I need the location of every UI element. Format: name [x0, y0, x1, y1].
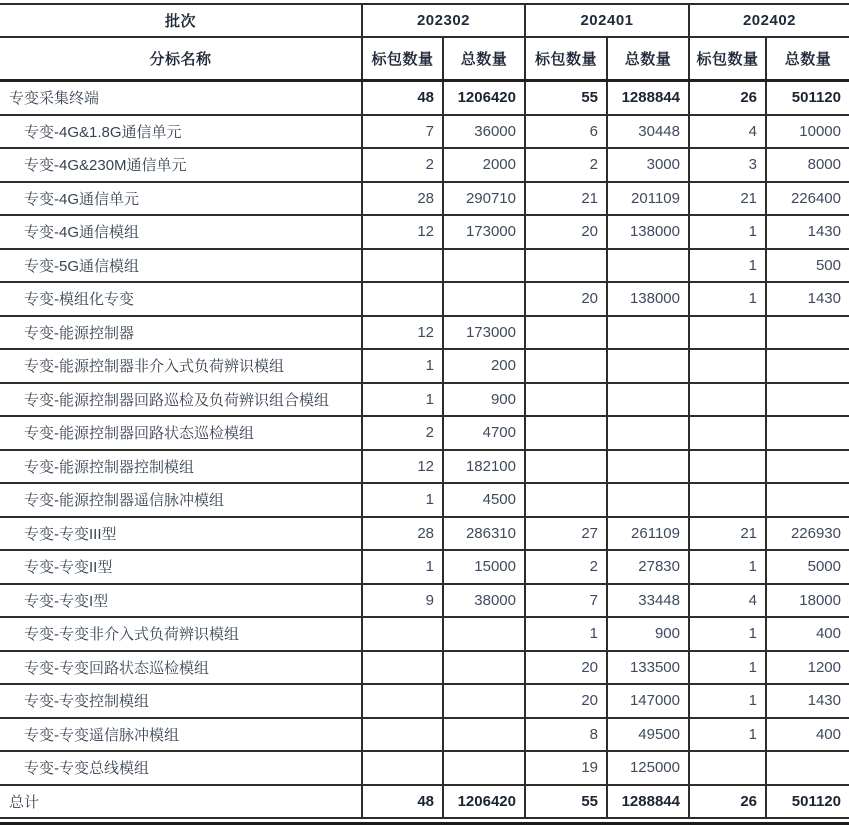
total-qty-cell-202402 — [766, 751, 849, 785]
row-name-cell: 专变-4G&1.8G通信单元 — [0, 115, 362, 149]
table-row — [0, 751, 849, 785]
package-count-cell-202401 — [525, 450, 607, 484]
total-qty-cell-202302: 38000 — [443, 584, 525, 618]
total-qty-cell-202401: 49500 — [607, 718, 689, 752]
package-count-cell-202401: 21 — [525, 182, 607, 216]
total-qty-cell-202302 — [443, 282, 525, 316]
header-batch-202402: 202402 — [689, 4, 849, 37]
package-count-cell-202401: 19 — [525, 751, 607, 785]
total-qty-cell-202402 — [766, 349, 849, 383]
total-qty-cell-202401: 147000 — [607, 684, 689, 718]
total-qty-cell-202401: 125000 — [607, 751, 689, 785]
row-name-cell: 专变-能源控制器 — [0, 316, 362, 350]
total-qty-cell-202302: 182100 — [443, 450, 525, 484]
package-count-cell-202402: 1 — [689, 215, 766, 249]
row-name-cell: 专变-能源控制器回路状态巡检模组 — [0, 416, 362, 450]
table-row — [0, 785, 849, 819]
package-count-cell-202401: 20 — [525, 282, 607, 316]
total-qty-cell-202302 — [443, 684, 525, 718]
table-row — [0, 718, 849, 752]
package-count-cell-202402: 1 — [689, 249, 766, 283]
package-count-cell-202302 — [362, 249, 443, 283]
header-total-qty-3: 总数量 — [766, 37, 849, 81]
package-count-cell-202302: 1 — [362, 483, 443, 517]
package-count-cell-202302: 48 — [362, 785, 443, 819]
package-count-cell-202401: 7 — [525, 584, 607, 618]
row-name-cell: 专变-4G&230M通信单元 — [0, 148, 362, 182]
package-count-cell-202302: 12 — [362, 215, 443, 249]
package-count-cell-202401: 6 — [525, 115, 607, 149]
total-qty-cell-202402 — [766, 383, 849, 417]
header-row-batch — [0, 4, 849, 37]
row-name-cell: 专变-能源控制器遥信脉冲模组 — [0, 483, 362, 517]
total-qty-cell-202401: 33448 — [607, 584, 689, 618]
row-name-cell: 专变-5G通信模组 — [0, 249, 362, 283]
total-qty-cell-202402 — [766, 416, 849, 450]
total-qty-cell-202402: 18000 — [766, 584, 849, 618]
package-count-cell-202402: 21 — [689, 517, 766, 551]
total-qty-cell-202302 — [443, 617, 525, 651]
total-qty-cell-202302 — [443, 751, 525, 785]
package-count-cell-202302: 1 — [362, 383, 443, 417]
header-package-count-3: 标包数量 — [689, 37, 766, 81]
total-qty-cell-202401: 201109 — [607, 182, 689, 216]
row-name-cell: 专变-4G通信模组 — [0, 215, 362, 249]
table-row — [0, 651, 849, 685]
package-count-cell-202402: 26 — [689, 785, 766, 819]
table-row — [0, 115, 849, 149]
package-count-cell-202401: 55 — [525, 81, 607, 115]
total-qty-cell-202401: 138000 — [607, 282, 689, 316]
table-row — [0, 182, 849, 216]
table-body — [0, 81, 849, 819]
package-count-cell-202302: 9 — [362, 584, 443, 618]
row-name-cell: 专变-专变III型 — [0, 517, 362, 551]
header-batch-label: 批次 — [0, 4, 362, 37]
total-qty-cell-202401: 27830 — [607, 550, 689, 584]
package-count-cell-202402: 21 — [689, 182, 766, 216]
total-qty-cell-202401: 1288844 — [607, 81, 689, 115]
row-name-cell: 总计 — [0, 785, 362, 819]
row-name-cell: 专变-能源控制器非介入式负荷辨识模组 — [0, 349, 362, 383]
row-name-cell: 专变-专变II型 — [0, 550, 362, 584]
total-qty-cell-202401: 138000 — [607, 215, 689, 249]
table-row — [0, 617, 849, 651]
header-package-count-2: 标包数量 — [525, 37, 607, 81]
package-count-cell-202402: 1 — [689, 651, 766, 685]
total-qty-cell-202401: 900 — [607, 617, 689, 651]
total-qty-cell-202401 — [607, 416, 689, 450]
table-row — [0, 584, 849, 618]
total-qty-cell-202402 — [766, 450, 849, 484]
package-count-cell-202401 — [525, 416, 607, 450]
total-qty-cell-202302: 286310 — [443, 517, 525, 551]
package-count-cell-202402: 3 — [689, 148, 766, 182]
package-count-cell-202302: 12 — [362, 316, 443, 350]
row-name-cell: 专变-能源控制器回路巡检及负荷辨识组合模组 — [0, 383, 362, 417]
total-qty-cell-202302: 173000 — [443, 316, 525, 350]
package-count-cell-202402: 4 — [689, 115, 766, 149]
table-row — [0, 316, 849, 350]
total-qty-cell-202402: 8000 — [766, 148, 849, 182]
package-count-cell-202401: 20 — [525, 215, 607, 249]
row-name-cell: 专变-专变I型 — [0, 584, 362, 618]
header-total-qty-2: 总数量 — [607, 37, 689, 81]
package-count-cell-202402: 1 — [689, 718, 766, 752]
total-qty-cell-202402: 1200 — [766, 651, 849, 685]
package-count-cell-202302: 28 — [362, 517, 443, 551]
package-count-cell-202402: 1 — [689, 282, 766, 316]
bid-batch-table — [0, 3, 849, 819]
header-batch-202401: 202401 — [525, 4, 689, 37]
table-row — [0, 215, 849, 249]
row-name-cell: 专变-专变非介入式负荷辨识模组 — [0, 617, 362, 651]
total-qty-cell-202402: 501120 — [766, 785, 849, 819]
package-count-cell-202401: 2 — [525, 550, 607, 584]
total-qty-cell-202302 — [443, 651, 525, 685]
package-count-cell-202401: 20 — [525, 651, 607, 685]
package-count-cell-202302 — [362, 651, 443, 685]
total-qty-cell-202402: 500 — [766, 249, 849, 283]
package-count-cell-202302: 1 — [362, 349, 443, 383]
total-qty-cell-202302: 1206420 — [443, 81, 525, 115]
table-row — [0, 483, 849, 517]
package-count-cell-202402 — [689, 349, 766, 383]
total-qty-cell-202402: 400 — [766, 718, 849, 752]
package-count-cell-202402: 1 — [689, 684, 766, 718]
package-count-cell-202302: 2 — [362, 148, 443, 182]
total-qty-cell-202302: 173000 — [443, 215, 525, 249]
header-total-qty-1: 总数量 — [443, 37, 525, 81]
total-qty-cell-202302: 2000 — [443, 148, 525, 182]
total-qty-cell-202302: 1206420 — [443, 785, 525, 819]
total-qty-cell-202402 — [766, 316, 849, 350]
total-qty-cell-202401 — [607, 450, 689, 484]
header-batch-202302: 202302 — [362, 4, 525, 37]
row-name-cell: 专变-专变遥信脉冲模组 — [0, 718, 362, 752]
package-count-cell-202401: 8 — [525, 718, 607, 752]
package-count-cell-202402: 1 — [689, 617, 766, 651]
package-count-cell-202302: 2 — [362, 416, 443, 450]
total-qty-cell-202402: 226400 — [766, 182, 849, 216]
header-package-count-1: 标包数量 — [362, 37, 443, 81]
table-row — [0, 450, 849, 484]
header-row-subcolumns — [0, 37, 849, 81]
package-count-cell-202302: 1 — [362, 550, 443, 584]
row-name-cell: 专变采集终端 — [0, 81, 362, 115]
total-qty-cell-202302: 900 — [443, 383, 525, 417]
package-count-cell-202302 — [362, 718, 443, 752]
total-qty-cell-202402: 1430 — [766, 215, 849, 249]
package-count-cell-202401 — [525, 249, 607, 283]
total-qty-cell-202302: 4500 — [443, 483, 525, 517]
page — [0, 3, 849, 811]
package-count-cell-202401 — [525, 316, 607, 350]
row-name-cell: 专变-能源控制器控制模组 — [0, 450, 362, 484]
package-count-cell-202302: 7 — [362, 115, 443, 149]
total-qty-cell-202401 — [607, 349, 689, 383]
package-count-cell-202302 — [362, 751, 443, 785]
total-qty-cell-202302: 200 — [443, 349, 525, 383]
package-count-cell-202401: 2 — [525, 148, 607, 182]
table-row — [0, 148, 849, 182]
table-row — [0, 550, 849, 584]
total-qty-cell-202401 — [607, 483, 689, 517]
table-row — [0, 249, 849, 283]
package-count-cell-202402 — [689, 383, 766, 417]
package-count-cell-202302 — [362, 684, 443, 718]
table-row — [0, 349, 849, 383]
row-name-cell: 专变-专变回路状态巡检模组 — [0, 651, 362, 685]
package-count-cell-202302: 12 — [362, 450, 443, 484]
total-qty-cell-202401 — [607, 316, 689, 350]
total-qty-cell-202401: 1288844 — [607, 785, 689, 819]
package-count-cell-202401 — [525, 483, 607, 517]
table-row — [0, 517, 849, 551]
package-count-cell-202401 — [525, 349, 607, 383]
total-qty-cell-202302: 4700 — [443, 416, 525, 450]
total-qty-cell-202401 — [607, 383, 689, 417]
table-row — [0, 383, 849, 417]
total-qty-cell-202302 — [443, 718, 525, 752]
total-qty-cell-202401: 30448 — [607, 115, 689, 149]
total-qty-cell-202402 — [766, 483, 849, 517]
package-count-cell-202402 — [689, 450, 766, 484]
table-row — [0, 684, 849, 718]
total-qty-cell-202402: 400 — [766, 617, 849, 651]
row-name-cell: 专变-专变控制模组 — [0, 684, 362, 718]
package-count-cell-202401: 1 — [525, 617, 607, 651]
package-count-cell-202401: 55 — [525, 785, 607, 819]
total-qty-cell-202401 — [607, 249, 689, 283]
table-header — [0, 4, 849, 81]
total-qty-cell-202402: 1430 — [766, 684, 849, 718]
package-count-cell-202402 — [689, 483, 766, 517]
package-count-cell-202402: 26 — [689, 81, 766, 115]
package-count-cell-202402 — [689, 751, 766, 785]
package-count-cell-202302: 28 — [362, 182, 443, 216]
package-count-cell-202402: 4 — [689, 584, 766, 618]
table-row — [0, 282, 849, 316]
package-count-cell-202401: 20 — [525, 684, 607, 718]
package-count-cell-202302 — [362, 282, 443, 316]
package-count-cell-202401 — [525, 383, 607, 417]
header-section-name-label: 分标名称 — [0, 37, 362, 81]
total-qty-cell-202302: 290710 — [443, 182, 525, 216]
table-row — [0, 416, 849, 450]
total-qty-cell-202302: 15000 — [443, 550, 525, 584]
package-count-cell-202302 — [362, 617, 443, 651]
package-count-cell-202402: 1 — [689, 550, 766, 584]
total-qty-cell-202402: 5000 — [766, 550, 849, 584]
total-qty-cell-202402: 10000 — [766, 115, 849, 149]
table-row — [0, 81, 849, 115]
row-name-cell: 专变-模组化专变 — [0, 282, 362, 316]
package-count-cell-202402 — [689, 416, 766, 450]
total-qty-cell-202401: 261109 — [607, 517, 689, 551]
package-count-cell-202302: 48 — [362, 81, 443, 115]
total-qty-cell-202401: 3000 — [607, 148, 689, 182]
total-qty-cell-202302: 36000 — [443, 115, 525, 149]
package-count-cell-202402 — [689, 316, 766, 350]
row-name-cell: 专变-4G通信单元 — [0, 182, 362, 216]
total-qty-cell-202402: 501120 — [766, 81, 849, 115]
package-count-cell-202401: 27 — [525, 517, 607, 551]
total-qty-cell-202302 — [443, 249, 525, 283]
total-qty-cell-202402: 226930 — [766, 517, 849, 551]
total-qty-cell-202401: 133500 — [607, 651, 689, 685]
total-qty-cell-202402: 1430 — [766, 282, 849, 316]
row-name-cell: 专变-专变总线模组 — [0, 751, 362, 785]
